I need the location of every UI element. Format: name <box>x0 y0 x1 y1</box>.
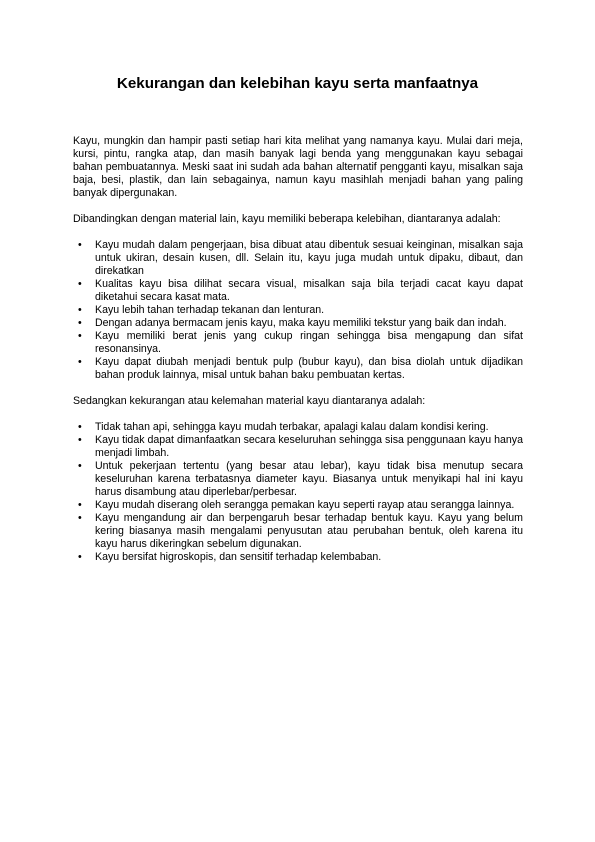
bullet-icon: • <box>78 434 82 446</box>
list-item <box>73 278 523 304</box>
bullet-icon: • <box>78 499 82 511</box>
bullet-icon: • <box>78 304 82 316</box>
list-item-text: Kualitas kayu bisa dilihat secara visual, misalkan saja bila terjadi cacat kayu dapat diketahui secara kasat mata. <box>95 278 523 303</box>
spacer <box>73 200 523 213</box>
list-item <box>73 239 523 278</box>
list-item-text: Tidak tahan api, sehingga kayu mudah terbakar, apalagi kalau dalam kondisi kering. <box>95 421 489 433</box>
list-item-text: Kayu dapat diubah menjadi bentuk pulp (bubur kayu), dan bisa diolah untuk dijadikan bahan produk lainnya, misal untuk bahan baku pembuatan kertas. <box>95 356 523 381</box>
list-item <box>73 330 523 356</box>
bullet-icon: • <box>78 330 82 342</box>
bullet-icon: • <box>78 239 82 251</box>
list-item-text: Dengan adanya bermacam jenis kayu, maka kayu memiliki tekstur yang baik dan indah. <box>95 317 507 329</box>
bullet-icon: • <box>78 551 82 563</box>
list-item <box>73 304 523 317</box>
list-item <box>73 434 523 460</box>
list-item <box>73 356 523 382</box>
spacer <box>73 408 523 421</box>
list-item <box>73 499 523 512</box>
document-title: Kekurangan dan kelebihan kayu serta manfaatnya <box>116 75 479 92</box>
bullet-icon: • <box>78 460 82 472</box>
list-item-text: Kayu bersifat higroskopis, dan sensitif terhadap kelembaban. <box>95 551 382 563</box>
list-item <box>73 512 523 551</box>
disadvantages-list <box>73 421 523 564</box>
bullet-icon: • <box>78 317 82 329</box>
list-item-text: Kayu memiliki berat jenis yang cukup ringan sehingga bisa mengapung dan sifat resonansinya. <box>95 330 523 355</box>
document-body <box>73 135 523 564</box>
bullet-icon: • <box>78 421 82 433</box>
list-item-text: Kayu mudah diserang oleh serangga pemakan kayu seperti rayap atau serangga lainnya. <box>95 499 515 511</box>
advantages-intro-paragraph: Dibandingkan dengan material lain, kayu memiliki beberapa kelebihan, diantaranya adalah: <box>73 213 501 225</box>
bullet-icon: • <box>78 278 82 290</box>
bullet-icon: • <box>78 512 82 524</box>
spacer <box>73 226 523 239</box>
advantages-list <box>73 239 523 382</box>
list-item <box>73 317 523 330</box>
list-item <box>73 460 523 499</box>
list-item-text: Kayu tidak dapat dimanfaatkan secara keseluruhan sehingga sisa penggunaan kayu hanya menjadi limbah. <box>95 434 523 459</box>
disadvantages-intro-paragraph: Sedangkan kekurangan atau kelemahan material kayu diantaranya adalah: <box>73 395 426 407</box>
bullet-icon: • <box>78 356 82 368</box>
spacer <box>73 382 523 395</box>
list-item <box>73 421 523 434</box>
list-item-text: Kayu lebih tahan terhadap tekanan dan lenturan. <box>95 304 325 316</box>
intro-paragraph: Kayu, mungkin dan hampir pasti setiap hari kita melihat yang namanya kayu. Mulai dari meja, kursi, pintu, rangka atap, dan masih banyak lagi benda yang menggunakan kayu sebagai bahan pembuatannya. Meski saat ini sudah ada bahan alternatif pengganti kayu, misalkan saja baja, besi, plastik, dan lain sebagainya, namun kayu masihlah menjadi bahan yang paling banyak dipergunakan. <box>73 135 523 199</box>
list-item <box>73 551 523 564</box>
list-item-text: Untuk pekerjaan tertentu (yang besar atau lebar), kayu tidak bisa menutup secara keseluruhan karena terbatasnya diameter kayu. Biasanya untuk menyikapi hal ini kayu harus disambung atau diperlebar/perbesar. <box>95 460 523 498</box>
list-item-text: Kayu mudah dalam pengerjaan, bisa dibuat atau dibentuk sesuai keinginan, misalkan saja untuk ukiran, desain kusen, dll. Selain itu, kayu juga mudah untuk dipaku, dibaut, dan direkatkan <box>95 239 523 277</box>
list-item-text: Kayu mengandung air dan berpengaruh besar terhadap bentuk kayu. Kayu yang belum kering biasanya masih mengalami penyusutan atau perubahan bentuk, oleh karena itu kayu harus dikeringkan sebelum digunakan. <box>95 512 523 550</box>
